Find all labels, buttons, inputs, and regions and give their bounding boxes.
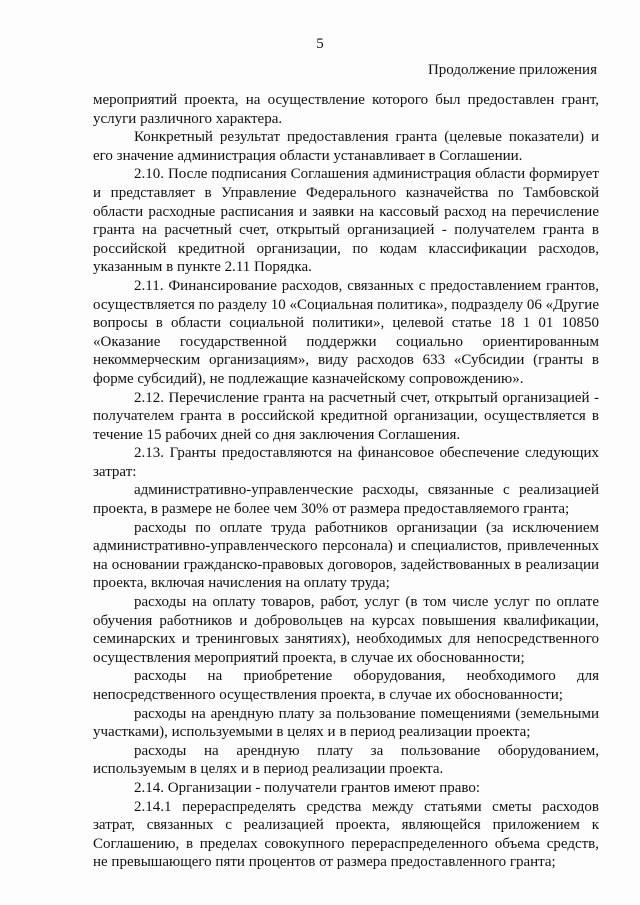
paragraph: 2.14. Организации - получатели грантов имеют право: (134, 779, 481, 796)
paragraph: 2.10. После подписания Соглашения администрация области формирует и представляет в Управление Федерального казначейства по Тамбовской области расходные расписания и заявки на кассовый расход на перечисление гранта на расчетный счет, открытый организацией - получателем гранта в российской кредитной организации, по кодам классификации расходов, указанным в пункте 2.11 Порядка. (93, 166, 599, 276)
paragraph: административно-управленческие расходы, связанные с реализацией проекта, в размере не более чем 30% от размера предоставляемого гранта; (93, 482, 599, 518)
paragraph: расходы на оплату товаров, работ, услуг (в том числе услуг по оплате обучения работников и добровольцев на курсах повышения квалификации, семинарских и тренинговых занятиях), необходимых для непосредственного осуществления мероприятий проекта, в случае их обоснованности; (93, 594, 599, 666)
paragraph: Конкретный результат предоставления гранта (целевые показатели) и его значение администрация области устанавливает в Соглашении. (93, 129, 599, 164)
appendix-continuation-header: Продолжение приложения (427, 62, 597, 78)
paragraph: 2.12. Перечисление гранта на расчетный счет, открытый организацией - получателем гранта в российской кредитной организации, осуществляется в течение 15 рабочих дней со дня заключения Соглашения. (93, 389, 599, 443)
paragraph: расходы на приобретение оборудования, необходимого для непосредственного осуществления проекта, в случае их обоснованности; (93, 668, 599, 703)
document-body (93, 91, 599, 872)
paragraph: 2.11. Финансирование расходов, связанных с предоставлением грантов, осуществляется по разделу 10 «Социальная политика», подразделу 06 «Другие вопросы в области социальной политики», целевой статье 18 1 01 10850 «Оказание государственной поддержки социально ориентированным некоммерческим организациям», виду расходов 633 «Субсидии (гранты в форме субсидий), не подлежащие казначейскому сопровождению». (93, 277, 599, 387)
paragraph: расходы на арендную плату за пользование оборудованием, используемым в целях и в период реализации проекта. (93, 742, 599, 778)
page-number: 5 (316, 36, 324, 52)
paragraph: 2.14.1 перераспределять средства между статьями сметы расходов затрат, связанных с реализацией проекта, являющейся приложением к Соглашению, в пределах совокупного перераспределенного объема средств, не превышающего пяти процентов от размера предоставленного гранта; (93, 798, 599, 871)
paragraph: мероприятий проекта, на осуществление которого был предоставлен грант, услуги различного характера. (93, 92, 599, 127)
paragraph: 2.13. Гранты предоставляются на финансовое обеспечение следующих затрат: (93, 445, 599, 480)
paragraph: расходы по оплате труда работников организации (за исключением административно-управленческого персонала) и специалистов, привлеченных на основании гражданско-правовых договоров, задействованных в реализации проекта, включая начисления на оплату труда; (93, 519, 599, 592)
paragraph: расходы на арендную плату за пользование помещениями (земельными участками), используемыми в целях и в период реализации проекта; (93, 705, 599, 741)
